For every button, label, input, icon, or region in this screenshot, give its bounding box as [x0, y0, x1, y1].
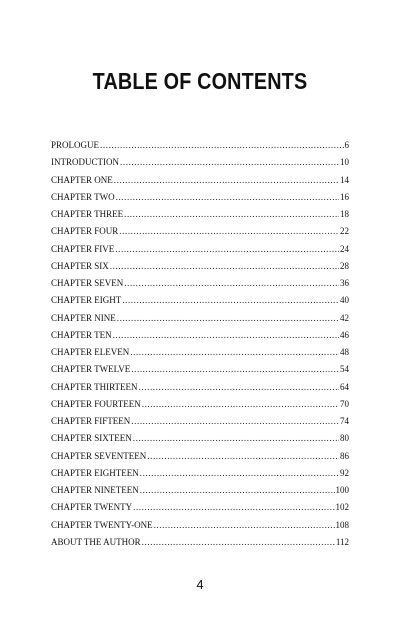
toc-leader-dots — [122, 292, 339, 309]
toc-entry-page: 92 — [340, 467, 349, 478]
toc-entry-label: CHAPTER NINE — [51, 312, 116, 323]
toc-leader-dots — [133, 499, 334, 516]
toc-leader-dots — [131, 361, 339, 378]
toc-entry-page: 108 — [335, 519, 349, 530]
toc-entry-page: 112 — [335, 536, 349, 547]
toc-entry-page: 28 — [340, 260, 349, 271]
toc-entry-page: 42 — [340, 312, 349, 323]
toc-entry[interactable] — [51, 172, 349, 189]
toc-leader-dots — [113, 327, 339, 344]
toc-entry-page: 70 — [340, 398, 349, 409]
toc-entry[interactable] — [51, 517, 349, 534]
toc-entry-page: 16 — [340, 191, 349, 202]
toc-entry-label: CHAPTER TWENTY — [51, 502, 133, 513]
toc-entry[interactable] — [51, 361, 349, 378]
page-number: 4 — [196, 577, 204, 592]
toc-entry[interactable] — [51, 206, 349, 223]
toc-entry-label: CHAPTER TWELVE — [51, 364, 131, 375]
toc-entry-label: ABOUT THE AUTHOR — [51, 536, 141, 547]
toc-leader-dots — [147, 448, 339, 465]
toc-entry[interactable] — [51, 379, 349, 396]
toc-leader-dots — [130, 344, 339, 361]
toc-entry-page: 102 — [335, 502, 349, 513]
toc-entry[interactable] — [51, 241, 349, 258]
toc-entry-page: 22 — [340, 226, 349, 237]
toc-entry-label: CHAPTER THREE — [51, 209, 124, 219]
toc-leader-dots — [120, 154, 339, 171]
toc-entry-label: PROLOGUE — [51, 140, 100, 150]
toc-entry-label: CHAPTER ELEVEN — [51, 347, 130, 357]
toc-entry[interactable] — [51, 344, 349, 361]
toc-leader-dots — [124, 206, 339, 223]
toc-leader-dots — [133, 430, 339, 447]
toc-entry[interactable] — [51, 327, 349, 344]
toc-entry-label: CHAPTER SIX — [51, 260, 109, 271]
toc-entry[interactable] — [51, 258, 349, 275]
toc-entry-page: 46 — [340, 329, 349, 340]
toc-entry[interactable] — [51, 465, 349, 482]
toc-leader-dots — [100, 137, 343, 154]
toc-entry-page: 10 — [340, 157, 349, 168]
toc-entry-label: CHAPTER SEVEN — [51, 278, 124, 288]
toc-entry-label: CHAPTER FOUR — [51, 226, 119, 237]
toc-entry-label: CHAPTER THIRTEEN — [51, 381, 138, 392]
toc-entry-page: 80 — [340, 433, 349, 444]
toc-entry[interactable] — [51, 534, 349, 551]
toc-entry[interactable] — [51, 499, 349, 516]
toc-leader-dots — [131, 413, 339, 430]
toc-leader-dots — [116, 189, 339, 206]
toc-entry-label: CHAPTER FIVE — [51, 243, 115, 254]
toc-entry[interactable] — [51, 275, 349, 292]
toc-entry-label: INTRODUCTION — [51, 157, 119, 168]
page-title: TABLE OF CONTENTS — [92, 68, 308, 94]
toc-leader-dots — [139, 379, 339, 396]
toc-entry-label: CHAPTER FIFTEEN — [51, 416, 131, 426]
toc-leader-dots — [124, 275, 339, 292]
toc-entry[interactable] — [51, 448, 349, 465]
toc-entry-page: 18 — [340, 209, 349, 219]
toc-entry[interactable] — [51, 189, 349, 206]
toc-leader-dots — [140, 465, 339, 482]
toc-entry-page: 100 — [335, 485, 349, 495]
toc-leader-dots — [117, 310, 339, 327]
toc-entry-page: 24 — [340, 243, 349, 254]
toc-leader-dots — [140, 482, 335, 499]
toc-entry[interactable] — [51, 396, 349, 413]
toc-entry[interactable] — [51, 310, 349, 327]
toc-entry[interactable] — [51, 413, 349, 430]
toc-entry-page: 74 — [340, 416, 349, 426]
toc-entry-page: 64 — [340, 381, 349, 392]
toc-entry[interactable] — [51, 154, 349, 171]
toc-entry-label: CHAPTER ONE — [51, 174, 113, 185]
toc-entry-label: CHAPTER NINETEEN — [51, 485, 139, 495]
toc-entry-label: CHAPTER EIGHTEEN — [51, 467, 139, 478]
toc-leader-dots — [119, 223, 339, 240]
toc-entry[interactable] — [51, 223, 349, 240]
toc-leader-dots — [115, 241, 339, 258]
toc-entry-label: CHAPTER TWO — [51, 191, 115, 202]
toc-entry-page: 14 — [340, 174, 349, 185]
toc-leader-dots — [154, 517, 335, 534]
toc-entry-label: CHAPTER FOURTEEN — [51, 398, 141, 409]
toc-entry[interactable] — [51, 292, 349, 309]
toc-entry-page: 40 — [340, 295, 349, 306]
toc-leader-dots — [142, 396, 339, 413]
toc-entry-page: 6 — [344, 140, 349, 150]
toc-entry-label: CHAPTER TEN — [51, 329, 112, 340]
toc-entry[interactable] — [51, 137, 349, 154]
toc-list — [51, 137, 349, 551]
toc-entry-label: CHAPTER SEVENTEEN — [51, 450, 147, 461]
toc-entry-page: 86 — [340, 450, 349, 461]
toc-entry[interactable] — [51, 482, 349, 499]
toc-leader-dots — [110, 258, 339, 275]
toc-entry-label: CHAPTER SIXTEEN — [51, 433, 132, 444]
toc-entry-page: 36 — [340, 278, 349, 288]
toc-entry-label: CHAPTER EIGHT — [51, 295, 122, 306]
toc-entry-page: 48 — [340, 347, 349, 357]
toc-leader-dots — [114, 172, 339, 189]
toc-leader-dots — [142, 534, 335, 551]
toc-entry[interactable] — [51, 430, 349, 447]
toc-entry-label: CHAPTER TWENTY-ONE — [51, 519, 153, 530]
toc-entry-page: 54 — [340, 364, 349, 375]
